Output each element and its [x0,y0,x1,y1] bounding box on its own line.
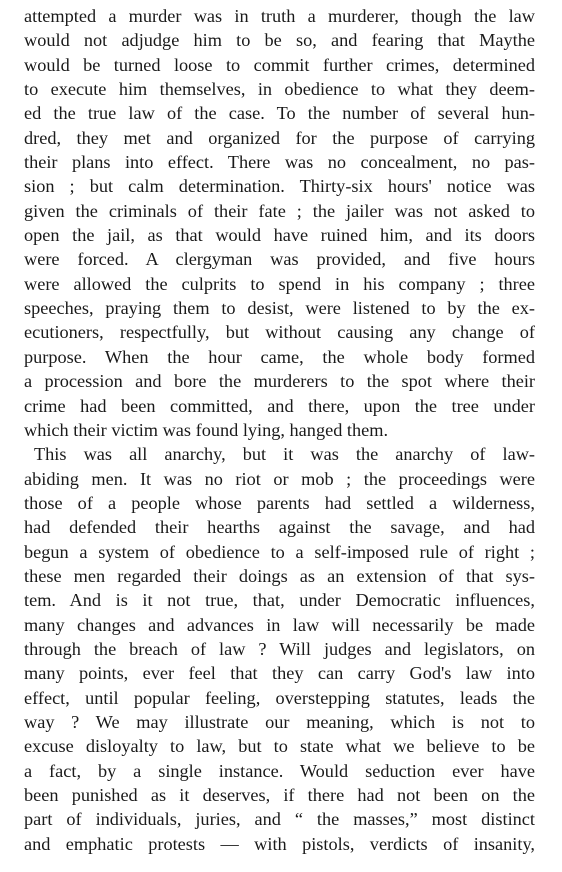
text-line: to execute him themselves, in obedience to what they deem- [24,79,535,100]
text-line: and emphatic protests — with pistols, verdicts of insanity, [24,833,535,854]
text-line: would be turned loose to commit further crimes, determined [24,54,535,75]
text-line: through the breach of law ? Will judges and legislators, on [24,638,535,659]
text-line: their plans into effect. There was no concealment, no pas- [24,152,535,173]
text-line: many changes and advances in law will necessarily be made [24,614,535,635]
text-line: were allowed the culprits to spend in his company ; three [24,273,535,294]
text-line: given the criminals of their fate ; the jailer was not asked to [24,200,535,221]
text-line: these men regarded their doings as an extension of that sys- [24,565,535,586]
text-line: attempted a murder was in truth a murderer, though the law [24,6,535,26]
text-line: a fact, by a single instance. Would seduction ever have [24,760,535,781]
text-line: a procession and bore the murderers to the spot where their [24,371,535,392]
text-line: ecutioners, respectfully, but without causing any change of [24,322,535,343]
text-line: many points, ever feel that they can carry God's law into [24,663,535,684]
text-line: abiding men. It was no riot or mob ; the proceedings were [24,468,535,489]
text-line: open the jail, as that would have ruined him, and its doors [24,225,535,246]
text-line: This was all anarchy, but it was the anarchy of law- [34,444,535,465]
text-line: had defended their hearths against the savage, and had [24,517,535,538]
text-line: those of a people whose parents had settled a wilderness, [24,492,535,513]
text-line: dred, they met and organized for the purpose of carrying [24,127,535,148]
text-line: way ? We may illustrate our meaning, which is not to [24,711,535,732]
text-line: crime had been committed, and there, upon the tree under [24,395,535,416]
paragraph-1 [24,4,535,442]
text-line: begun a system of obedience to a self-imposed rule of right ; [24,541,535,562]
text-line: excuse disloyalty to law, but to state what we believe to be [24,736,535,757]
text-line: would not adjudge him to be so, and fearing that Maythe [24,30,535,51]
text-line: speeches, praying them to desist, were listened to by the ex- [24,298,535,319]
document-page [24,4,535,856]
text-line: tem. And is it not true, that, under Democratic influences, [24,590,535,611]
text-line: purpose. When the hour came, the whole body formed [24,346,535,367]
text-line: were forced. A clergyman was provided, and five hours [24,249,535,270]
paragraph-2 [24,442,535,856]
text-line: part of individuals, juries, and “ the masses,” most distinct [24,809,535,830]
text-line: ed the true law of the case. To the number of several hun- [24,103,535,124]
text-line: effect, until popular feeling, overstepping statutes, leads the [24,687,535,708]
text-line: been punished as it deserves, if there had not been on the [24,785,535,805]
text-line: which their victim was found lying, hanged them. [24,419,389,440]
text-line: sion ; but calm determination. Thirty-six hours' notice was [24,176,535,197]
